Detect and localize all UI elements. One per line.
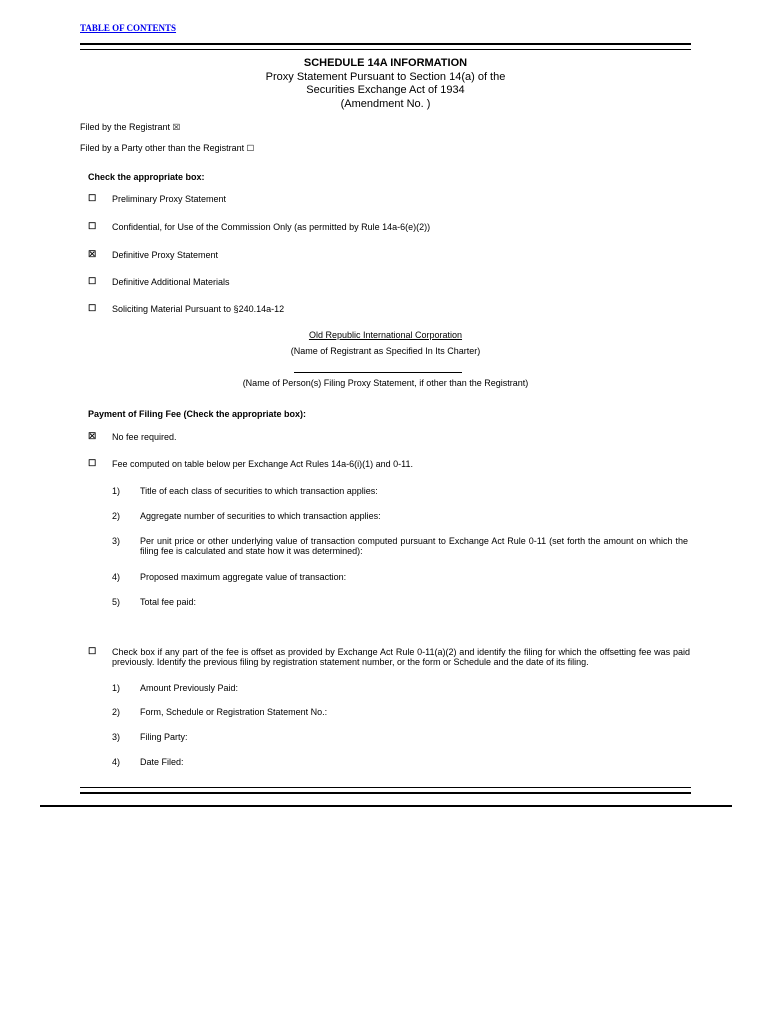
option-label: Definitive Additional Materials [112, 277, 230, 287]
checkbox-checked-icon: ☒ [88, 432, 97, 442]
filed-by-registrant [80, 122, 180, 133]
exchange-act-line: Securities Exchange Act of 1934 [306, 84, 465, 96]
option-soliciting-material [88, 304, 692, 314]
amendment-line: (Amendment No. ) [340, 97, 431, 110]
item-text: Per unit price or other underlying value of transaction computed pursuant to Exchange Act Rule 0-11 (set forth the amount on which the filing fee is calculated and state how it was determined): [140, 536, 688, 556]
option-definitive-additional-materials [88, 277, 692, 287]
item-text: Amount Previously Paid: [140, 683, 239, 693]
filed-by-other-party [80, 143, 254, 154]
fee-item-title-of-securities [112, 486, 692, 496]
checkbox-checked-icon: ☒ [172, 123, 181, 133]
item-number: 4) [112, 572, 121, 582]
item-text: Aggregate number of securities to which transaction applies: [140, 511, 381, 521]
checkbox-unchecked-icon: ☐ [88, 304, 97, 314]
option-confidential-commission-use [88, 222, 692, 232]
fee-item-maximum-aggregate-value [112, 572, 692, 582]
fee-option-no-fee-required [88, 432, 692, 442]
checkbox-unchecked-icon: ☐ [88, 277, 97, 287]
item-number: 5) [112, 597, 121, 607]
registrant-name-caption: (Name of Registrant as Specified In Its Charter) [290, 346, 481, 356]
checkbox-checked-icon: ☒ [88, 250, 97, 260]
item-number: 2) [112, 511, 121, 521]
registrant-name-block [80, 330, 691, 340]
statement-type-heading: Check the appropriate box: [88, 172, 205, 182]
checkbox-unchecked-icon: ☐ [246, 144, 255, 154]
bottom-rule-thick [80, 792, 691, 794]
item-number: 1) [112, 486, 121, 496]
fee-item-aggregate-number [112, 511, 692, 521]
item-number: 2) [112, 707, 121, 717]
option-label: Fee computed on table below per Exchange Act Rules 14a-6(i)(1) and 0-11. [112, 459, 414, 469]
item-text: Date Filed: [140, 757, 184, 767]
filer-name-blank-line [294, 372, 462, 373]
filed-by-registrant-label: Filed by the Registrant [80, 122, 171, 132]
fee-option-computed-on-table [88, 459, 692, 469]
option-label: No fee required. [112, 432, 177, 442]
item-text: Title of each class of securities to which transaction applies: [140, 486, 378, 496]
cover-header [80, 57, 691, 111]
offset-item-filing-party [112, 732, 692, 742]
filed-by-other-party-label: Filed by a Party other than the Registrant [80, 143, 245, 153]
item-number: 3) [112, 536, 121, 546]
top-rule-thick [80, 43, 691, 45]
fee-item-total-fee-paid [112, 597, 692, 607]
checkbox-unchecked-icon: ☐ [88, 647, 97, 657]
option-label: Definitive Proxy Statement [112, 250, 219, 260]
option-definitive-proxy-statement [88, 250, 692, 260]
item-number: 1) [112, 683, 121, 693]
option-label: Confidential, for Use of the Commission Only (as permitted by Rule 14a-6(e)(2)) [112, 222, 431, 232]
table-of-contents-link[interactable]: TABLE OF CONTENTS [80, 23, 177, 33]
item-text: Total fee paid: [140, 597, 197, 607]
offset-item-date-filed [112, 757, 692, 767]
checkbox-unchecked-icon: ☐ [88, 459, 97, 469]
page-break-rule [40, 805, 732, 807]
checkbox-unchecked-icon: ☐ [88, 194, 97, 204]
option-label: Check box if any part of the fee is offset as provided by Exchange Act Rule 0-11(a)(2) and identify the filing for which the offsetting fee was paid previously. Identify the previous filing by registration statement number, or the form or Schedule and the date of its filing. [112, 647, 690, 667]
offset-item-registration-statement [112, 707, 692, 717]
schedule-title: SCHEDULE 14A INFORMATION [303, 57, 468, 69]
proxy-statement-line: Proxy Statement Pursuant to Section 14(a) of the [265, 70, 506, 83]
fee-item-per-unit-price [112, 536, 692, 556]
item-text: Filing Party: [140, 732, 188, 742]
option-label: Preliminary Proxy Statement [112, 194, 227, 204]
fee-option-offset [88, 647, 692, 667]
top-rule-thin [80, 49, 691, 50]
item-number: 4) [112, 757, 121, 767]
item-number: 3) [112, 732, 121, 742]
option-label: Soliciting Material Pursuant to §240.14a-12 [112, 304, 285, 314]
item-text: Form, Schedule or Registration Statement No.: [140, 707, 328, 717]
filing-fee-heading: Payment of Filing Fee (Check the appropriate box): [88, 409, 307, 419]
checkbox-unchecked-icon: ☐ [88, 222, 97, 232]
filer-name-caption: (Name of Person(s) Filing Proxy Statement, if other than the Registrant) [242, 378, 529, 388]
registrant-name: Old Republic International Corporation [308, 330, 463, 340]
bottom-rule-thin [80, 787, 691, 788]
option-preliminary-proxy-statement [88, 194, 692, 204]
offset-item-amount-previously-paid [112, 683, 692, 693]
item-text: Proposed maximum aggregate value of transaction: [140, 572, 347, 582]
